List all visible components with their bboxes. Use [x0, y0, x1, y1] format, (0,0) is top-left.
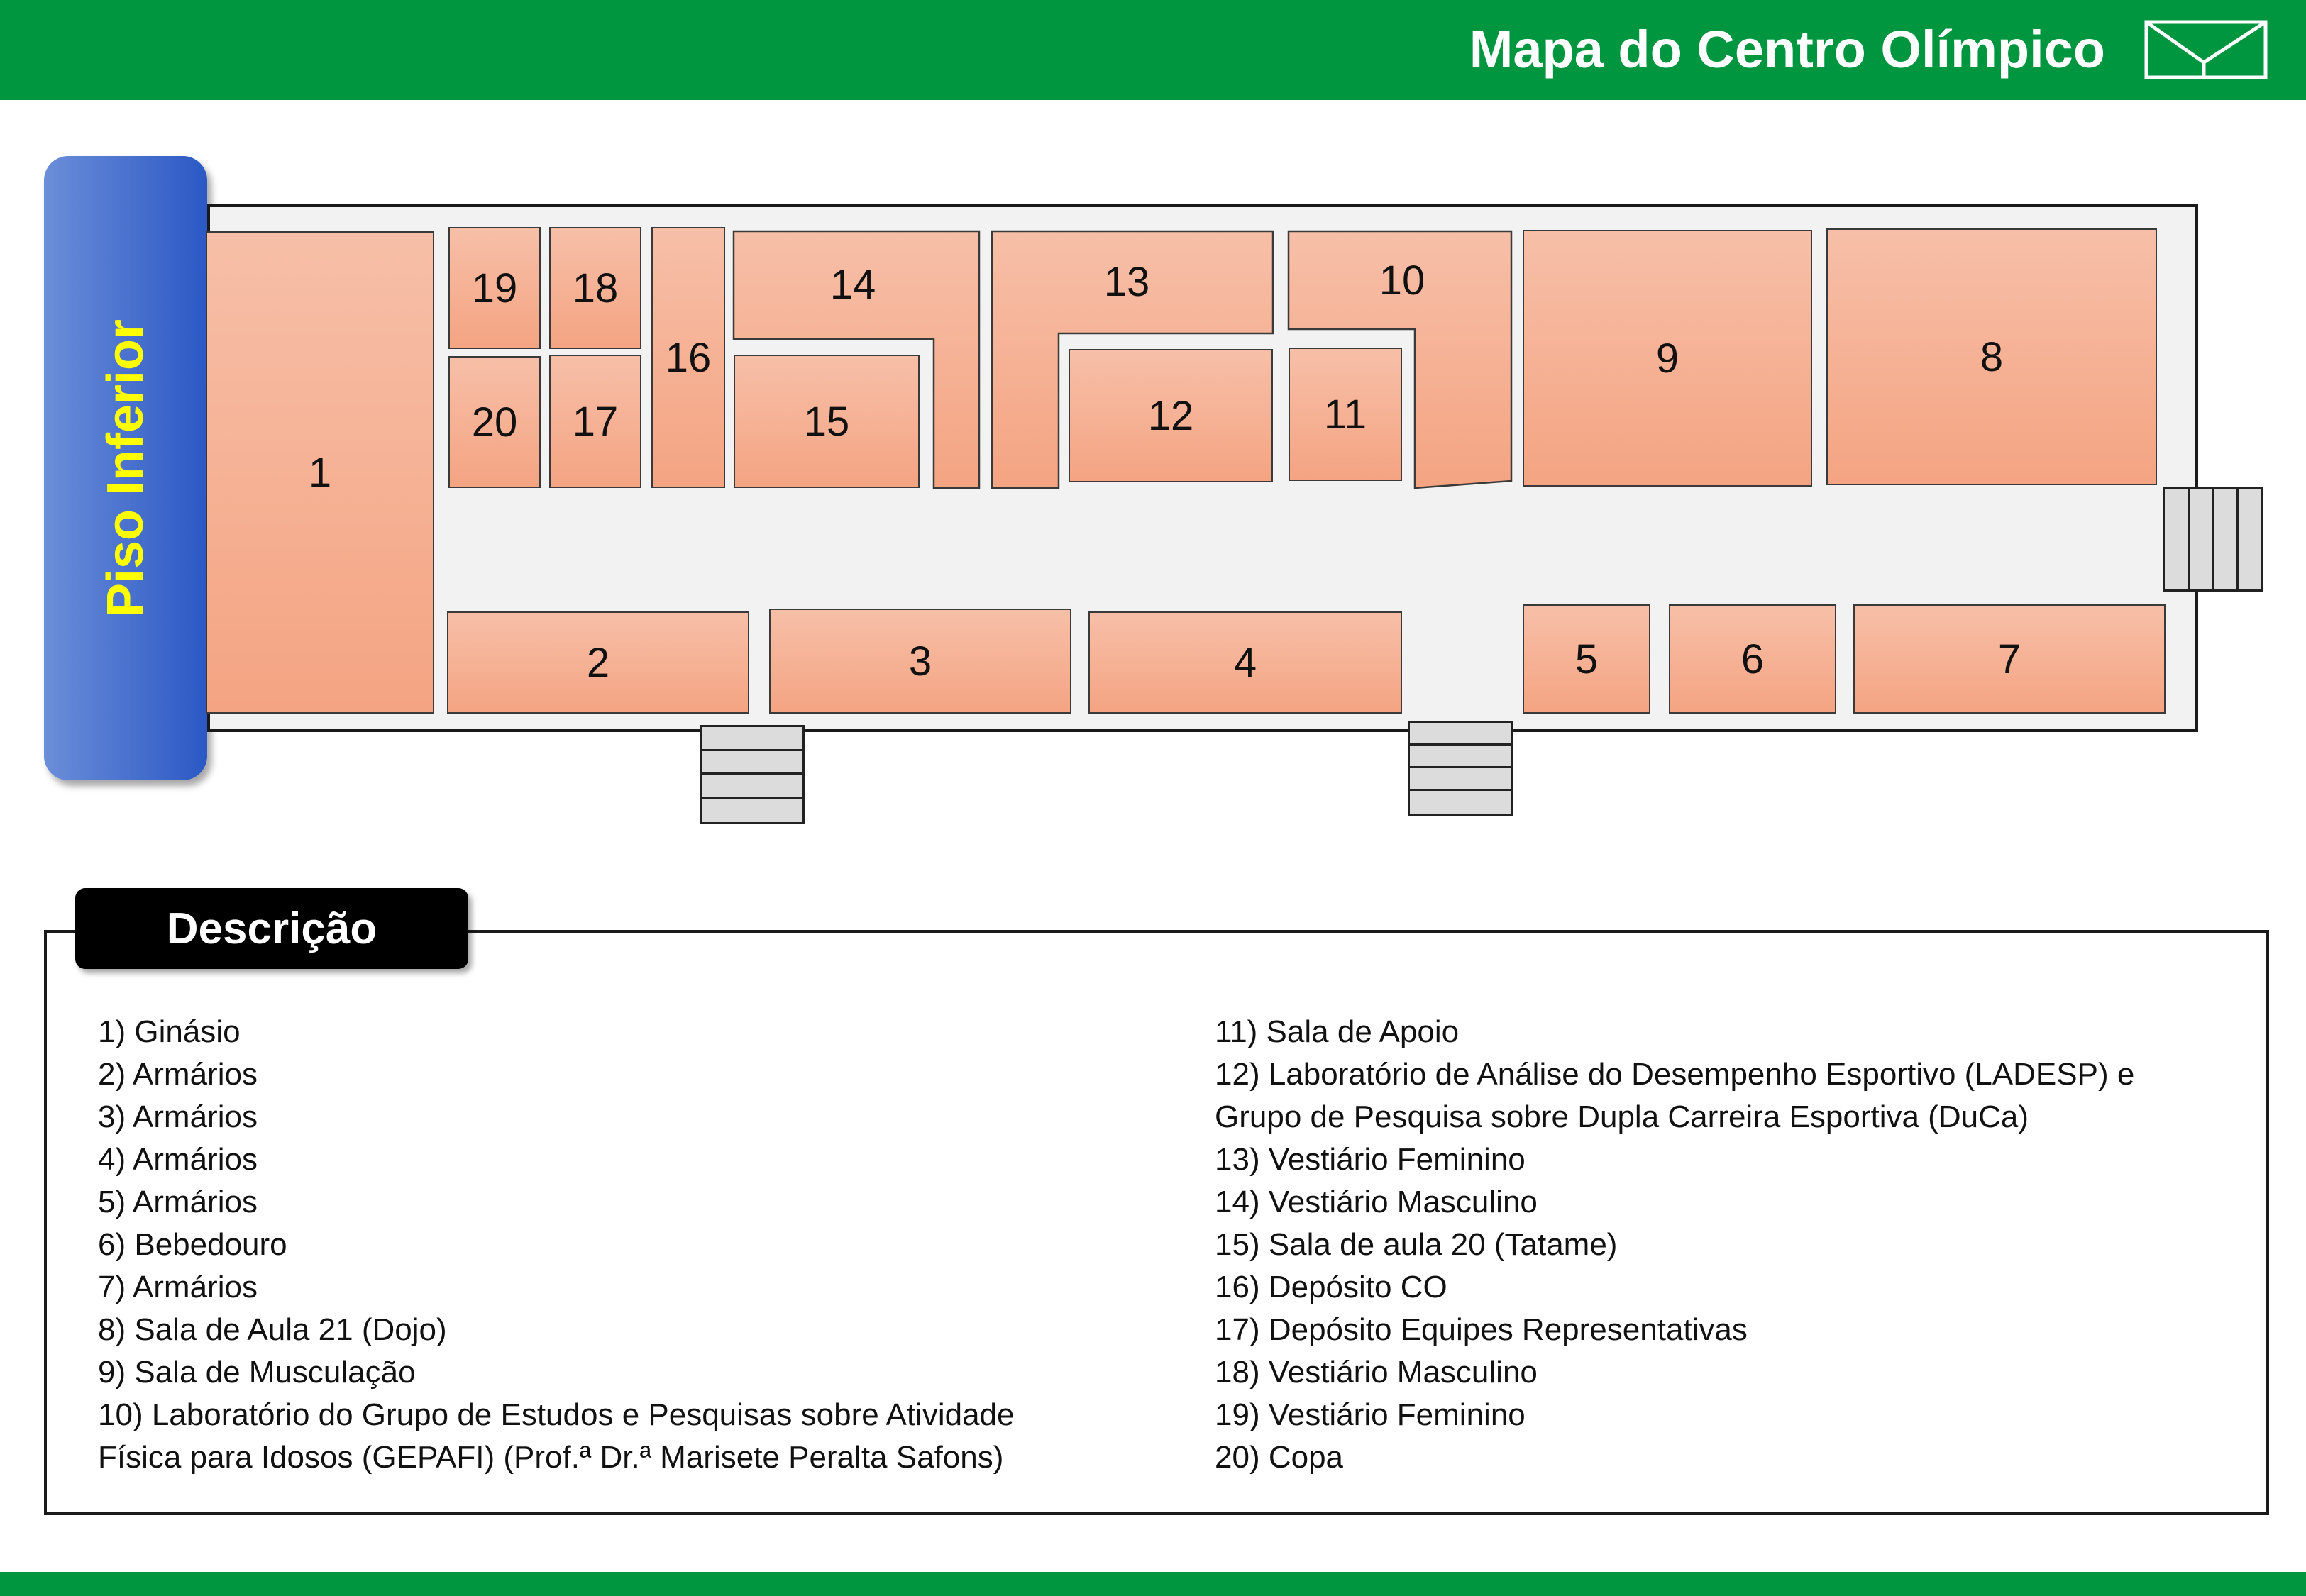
room-2[interactable]: 2 — [447, 611, 749, 714]
legend-right-column — [1215, 1011, 2134, 1479]
page-title: Mapa do Centro Olímpico — [1469, 20, 2105, 79]
legend-item: 18) Vestiário Masculino — [1215, 1355, 1538, 1390]
room-12[interactable]: 12 — [1069, 349, 1273, 482]
legend-item: 11) Sala de Apoio — [1215, 1014, 1460, 1049]
legend-item: 19) Vestiário Feminino — [1215, 1397, 1526, 1432]
legend-item: 5) Armários — [98, 1185, 258, 1219]
legend-item: 7) Armários — [98, 1270, 258, 1304]
legend-item: 17) Depósito Equipes Representativas — [1215, 1312, 1748, 1347]
stairs-south-left[interactable] — [700, 725, 805, 824]
room-label-13: 13 — [1103, 259, 1150, 305]
description-title: Descrição — [75, 888, 468, 969]
room-label-10: 10 — [1379, 257, 1425, 304]
room-8[interactable]: 8 — [1826, 228, 2157, 485]
stairs-south-right[interactable] — [1408, 721, 1513, 816]
room-19[interactable]: 19 — [448, 227, 541, 349]
legend-item: 3) Armários — [98, 1099, 258, 1134]
room-20[interactable]: 20 — [448, 356, 541, 488]
room-7[interactable]: 7 — [1853, 604, 2166, 714]
stairs-east[interactable] — [2163, 487, 2263, 592]
room-6[interactable]: 6 — [1669, 604, 1836, 714]
legend-item: 8) Sala de Aula 21 (Dojo) — [98, 1312, 447, 1347]
floor-label: Piso Inferior — [97, 318, 154, 618]
footer-bar — [0, 1572, 2306, 1596]
legend-item: 13) Vestiário Feminino — [1215, 1142, 1526, 1177]
room-15[interactable]: 15 — [734, 355, 920, 488]
legend-item: 9) Sala de Musculação — [98, 1355, 416, 1390]
legend-item: 4) Armários — [98, 1142, 258, 1177]
room-5[interactable]: 5 — [1523, 604, 1650, 714]
room-label-14: 14 — [829, 262, 876, 308]
legend-item: 12) Laboratório de Análise do Desempenho Esportivo (LADESP) e Grupo de Pesquisa sobre Dupla Carreira Esportiva (DuCa) — [1215, 1057, 2135, 1134]
legend-left-column — [98, 1011, 1015, 1479]
legend-item: 1) Ginásio — [98, 1014, 241, 1049]
room-16[interactable]: 16 — [651, 227, 725, 488]
legend-item: 20) Copa — [1215, 1440, 1344, 1475]
room-1[interactable]: 1 — [206, 231, 434, 714]
room-17[interactable]: 17 — [549, 355, 641, 488]
room-11[interactable]: 11 — [1289, 348, 1402, 481]
legend-item: 10) Laboratório do Grupo de Estudos e Pesquisas sobre Atividade Física para Idosos (GEPAFI) (Prof.ª Dr.ª Marisete Peralta Safons) — [98, 1397, 1015, 1475]
room-3[interactable]: 3 — [769, 609, 1071, 714]
legend-item: 16) Depósito CO — [1215, 1270, 1447, 1304]
legend-item: 15) Sala de aula 20 (Tatame) — [1215, 1227, 1618, 1262]
room-18[interactable]: 18 — [549, 227, 641, 349]
room-9[interactable]: 9 — [1523, 230, 1812, 487]
room-4[interactable]: 4 — [1088, 611, 1402, 714]
legend-item: 14) Vestiário Masculino — [1215, 1185, 1538, 1219]
legend-item: 6) Bebedouro — [98, 1227, 287, 1262]
legend-item: 2) Armários — [98, 1057, 258, 1092]
